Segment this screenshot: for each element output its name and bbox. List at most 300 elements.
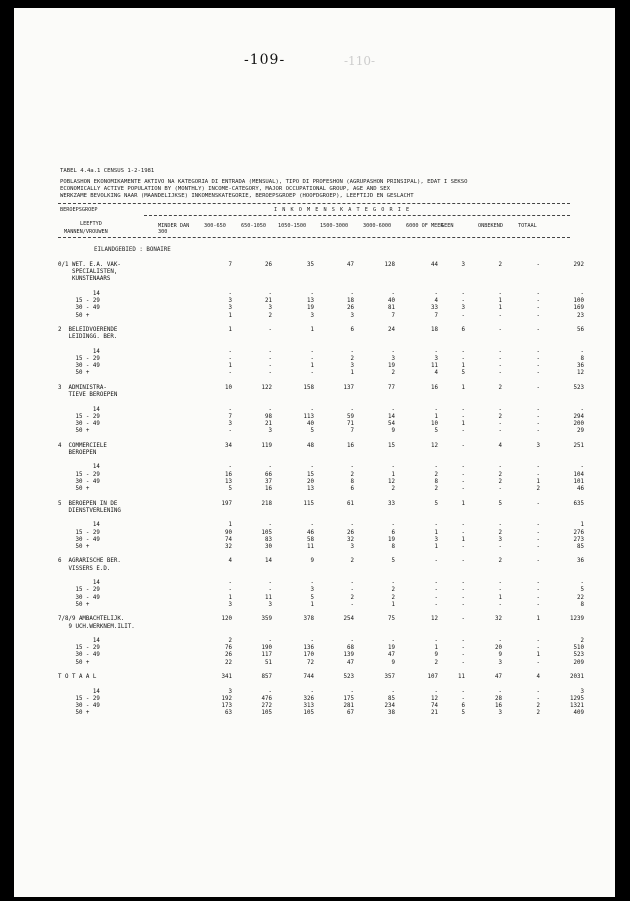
table-cell: 19: [307, 305, 314, 312]
table-cell: 6: [391, 529, 395, 536]
table-cell: 273: [573, 536, 584, 543]
table-cell: 15: [307, 471, 314, 478]
table-cell: 47: [388, 652, 395, 659]
table-cell: 9: [434, 652, 438, 659]
table-cell: 3: [434, 536, 438, 543]
table-row: [58, 500, 584, 508]
table-cell: 2: [391, 370, 395, 377]
table-cell: 1: [434, 529, 438, 536]
row-label: 15 - 29: [58, 471, 100, 478]
table-cell: 19: [388, 536, 395, 543]
table-cell: 3: [434, 355, 438, 362]
table-cell: -: [228, 370, 232, 377]
table-cell: 44: [431, 262, 438, 268]
row-label: 3 ADMINISTRA-: [58, 384, 107, 391]
table-cell: -: [498, 421, 502, 428]
table-cell: 7: [434, 312, 438, 319]
table-cell: -: [536, 355, 540, 362]
table-cell: 175: [343, 695, 354, 702]
table-cell: 2031: [570, 674, 584, 681]
table-cell: 46: [577, 486, 584, 493]
table-cell: -: [498, 587, 502, 594]
table-cell: 16: [495, 703, 502, 710]
table-row: [58, 392, 570, 399]
table-cell: 12: [431, 695, 438, 702]
row-label: SPECIALISTEN,: [58, 269, 118, 276]
table-cell: 1: [434, 645, 438, 652]
column-header: 300-650: [204, 223, 226, 229]
region-label: EILANDGEBIED : BONAIRE: [94, 247, 171, 253]
table-cell: 857: [261, 674, 272, 681]
table-cell: 48: [307, 442, 314, 449]
table-cell: 1: [350, 370, 354, 377]
table-cell: 128: [384, 262, 395, 268]
table-cell: 409: [573, 710, 584, 717]
table-cell: -: [498, 355, 502, 362]
table-cell: -: [268, 637, 272, 644]
table-cell: 5: [461, 370, 465, 377]
table-cell: -: [498, 688, 502, 695]
table-cell: -: [310, 580, 314, 587]
table-cell: 341: [221, 674, 232, 681]
table-cell: 2: [350, 558, 354, 565]
row-label: 30 - 49: [58, 536, 100, 543]
table-cell: 173: [221, 703, 232, 710]
table-cell: -: [350, 688, 354, 695]
row-label: 50 +: [58, 601, 90, 608]
table-cell: 2: [580, 637, 584, 644]
table-cell: 3: [498, 659, 502, 666]
table-cell: 2: [391, 594, 395, 601]
table-cell: 5: [580, 587, 584, 594]
table-cell: 26: [347, 529, 354, 536]
table-cell: -: [536, 428, 540, 435]
table-cell: -: [268, 348, 272, 355]
table-cell: 137: [343, 384, 354, 391]
table-cell: -: [310, 637, 314, 644]
table-cell: 5: [310, 428, 314, 435]
header-age-label: LEEFTYD: [80, 221, 102, 227]
table-cell: -: [498, 580, 502, 587]
table-cell: 33: [388, 500, 395, 507]
table-cell: 75: [388, 616, 395, 623]
table-cell: 8: [434, 478, 438, 485]
row-label: 15 - 29: [58, 645, 100, 652]
table-cell: 28: [495, 695, 502, 702]
table-cell: 119: [261, 442, 272, 449]
table-cell: 2: [536, 703, 540, 710]
table-cell: 12: [388, 478, 395, 485]
table-row: [58, 558, 584, 565]
table-cell: -: [268, 587, 272, 594]
table-cell: -: [461, 616, 465, 623]
column-header: 6000 OF MEER: [406, 223, 444, 229]
table-row: [58, 436, 570, 443]
table-cell: 9: [391, 428, 395, 435]
table-row: [58, 363, 584, 370]
table-cell: 276: [573, 529, 584, 536]
table-cell: -: [536, 384, 540, 391]
table-cell: 105: [303, 710, 314, 717]
row-label: 14: [58, 522, 100, 529]
table-cell: -: [434, 406, 438, 413]
table-cell: 523: [573, 652, 584, 659]
table-cell: 107: [427, 674, 438, 681]
table-cell: -: [498, 290, 502, 297]
table-cell: 32: [347, 536, 354, 543]
row-label: 14: [58, 464, 100, 471]
table-cell: -: [268, 370, 272, 377]
table-cell: -: [498, 601, 502, 608]
table-cell: -: [310, 290, 314, 297]
table-cell: 2: [498, 478, 502, 485]
table-cell: 192: [221, 695, 232, 702]
table-cell: -: [350, 587, 354, 594]
table-cell: -: [498, 428, 502, 435]
table-cell: 101: [573, 478, 584, 485]
table-cell: 11: [431, 363, 438, 370]
table-cell: 1239: [570, 616, 584, 623]
table-cell: 2: [498, 558, 502, 565]
table-cell: -: [536, 290, 540, 297]
table-cell: 3: [268, 428, 272, 435]
table-cell: -: [461, 659, 465, 666]
table-cell: -: [536, 601, 540, 608]
table-row: [58, 573, 570, 580]
table-cell: 3: [228, 601, 232, 608]
row-label: 15 - 29: [58, 413, 100, 420]
table-cell: 51: [265, 659, 272, 666]
table-cell: 67: [347, 710, 354, 717]
column-header: 1500-3000: [320, 223, 349, 229]
table-cell: -: [391, 688, 395, 695]
table-row: [58, 536, 584, 544]
table-cell: -: [461, 652, 465, 659]
table-cell: -: [498, 327, 502, 334]
table-cell: 2: [498, 471, 502, 478]
table-cell: -: [580, 580, 584, 587]
table-cell: -: [536, 688, 540, 695]
table-cell: 1: [536, 478, 540, 485]
table-cell: 2: [536, 710, 540, 717]
table-cell: 21: [265, 421, 272, 428]
table-row: [58, 522, 584, 529]
table-cell: 200: [573, 421, 584, 428]
table-cell: 2: [350, 594, 354, 601]
table-row: [58, 674, 584, 681]
table-cell: -: [461, 645, 465, 652]
table-cell: 83: [265, 536, 272, 543]
table-cell: 12: [431, 442, 438, 449]
row-label: 14: [58, 290, 100, 297]
table-cell: -: [580, 464, 584, 471]
table-cell: -: [434, 464, 438, 471]
table-cell: -: [536, 370, 540, 377]
table-cell: 56: [577, 327, 584, 334]
table-cell: 14: [388, 413, 395, 420]
column-header: TOTAAL: [518, 223, 537, 229]
table-cell: -: [350, 290, 354, 297]
row-label: T O T A A L: [58, 674, 97, 681]
table-cell: -: [461, 290, 465, 297]
table-cell: 36: [577, 558, 584, 565]
table-row: [58, 587, 584, 594]
table-cell: 1: [391, 471, 395, 478]
table-cell: 66: [265, 471, 272, 478]
table-cell: 357: [384, 674, 395, 681]
table-cell: -: [391, 464, 395, 471]
table-cell: 251: [573, 442, 584, 449]
row-label: 30 - 49: [58, 594, 100, 601]
table-row: [58, 348, 584, 356]
table-cell: 1: [461, 421, 465, 428]
table-cell: -: [268, 327, 272, 334]
row-label: 50 +: [58, 486, 90, 493]
table-row: [58, 450, 570, 457]
table-cell: -: [310, 522, 314, 529]
table-cell: -: [536, 363, 540, 370]
column-header: 1050-1500: [278, 223, 307, 229]
table-cell: 197: [221, 500, 232, 507]
table-cell: -: [536, 580, 540, 587]
row-label: 15 - 29: [58, 695, 100, 702]
table-cell: 5: [434, 428, 438, 435]
table-cell: 9: [498, 652, 502, 659]
table-cell: 2: [498, 413, 502, 420]
table-cell: 5: [434, 500, 438, 507]
table-cell: 9: [310, 558, 314, 565]
column-header: 3000-6000: [363, 223, 392, 229]
table-cell: -: [391, 637, 395, 644]
table-cell: 77: [388, 384, 395, 391]
table-cell: -: [498, 486, 502, 493]
table-cell: -: [268, 522, 272, 529]
table-cell: 3: [228, 421, 232, 428]
table-cell: 1: [536, 616, 540, 623]
table-cell: 12: [577, 370, 584, 377]
table-cell: 40: [388, 298, 395, 305]
table-cell: -: [498, 363, 502, 370]
table-cell: 1: [391, 601, 395, 608]
table-cell: 169: [573, 305, 584, 312]
row-label: 30 - 49: [58, 363, 100, 370]
table-cell: 3: [268, 601, 272, 608]
row-label: 14: [58, 637, 100, 644]
row-label: 2 BELEIDVOERENDE: [58, 327, 118, 334]
table-cell: 113: [303, 413, 314, 420]
table-row: [58, 645, 584, 652]
table-row: [58, 355, 584, 363]
table-cell: -: [350, 601, 354, 608]
table-cell: -: [310, 464, 314, 471]
table-cell: 71: [347, 421, 354, 428]
row-label: TIEVE BEROEPEN: [58, 392, 118, 399]
table-cell: 4: [536, 674, 540, 681]
table-subtitle-papiamentu: POBLASHON EKONOMIKAMENTE AKTIVO NA KATEGORIA DI ENTRADA (MENSUAL), TIPO DI PROFESHON (AGRUPASHON PRINSIPAL), EDAT I SEKSO: [60, 179, 468, 185]
table-cell: 63: [225, 710, 232, 717]
table-cell: 5: [310, 594, 314, 601]
row-label: 14: [58, 406, 100, 413]
table-cell: 1: [461, 363, 465, 370]
table-cell: 476: [261, 695, 272, 702]
table-cell: 136: [303, 645, 314, 652]
table-cell: 8: [580, 355, 584, 362]
table-cell: -: [461, 522, 465, 529]
table-cell: -: [434, 580, 438, 587]
column-header: 650-1050: [241, 223, 266, 229]
table-cell: 5: [461, 710, 465, 717]
table-row: [58, 298, 584, 305]
page-number: -109-: [244, 52, 286, 68]
table-cell: 1: [310, 327, 314, 334]
table-cell: 218: [261, 500, 272, 507]
table-cell: -: [498, 406, 502, 413]
table-cell: 3: [228, 305, 232, 312]
table-cell: -: [536, 298, 540, 305]
row-label: 30 - 49: [58, 703, 100, 710]
table-cell: 16: [265, 486, 272, 493]
table-cell: 117: [261, 652, 272, 659]
table-cell: 68: [347, 645, 354, 652]
row-label: 50 +: [58, 710, 90, 717]
table-cell: 24: [388, 327, 395, 334]
row-label: 14: [58, 348, 100, 355]
table-row: [58, 269, 570, 276]
table-cell: -: [350, 406, 354, 413]
table-cell: 1: [461, 384, 465, 391]
table-cell: 3: [536, 442, 540, 449]
table-cell: 8: [350, 478, 354, 485]
row-label: 15 - 29: [58, 298, 100, 305]
table-cell: 378: [303, 616, 314, 623]
table-cell: 294: [573, 413, 584, 420]
table-cell: 120: [221, 616, 232, 623]
table-cell: 4: [228, 558, 232, 565]
table-cell: -: [461, 529, 465, 536]
table-cell: -: [461, 486, 465, 493]
row-label: 6 AGRARISCHE BER.: [58, 558, 121, 565]
row-label: 50 +: [58, 370, 90, 377]
table-cell: 2: [498, 384, 502, 391]
table-cell: -: [536, 645, 540, 652]
table-row: [58, 428, 584, 435]
table-cell: -: [391, 290, 395, 297]
table-cell: 4: [498, 442, 502, 449]
column-header: ONBEKEND: [478, 223, 503, 229]
table-cell: -: [461, 348, 465, 355]
table-cell: -: [536, 348, 540, 355]
table-cell: 3: [461, 305, 465, 312]
table-cell: 26: [265, 262, 272, 268]
table-row: [58, 262, 584, 269]
table-row: [58, 312, 584, 320]
header-rule-bottom: [58, 237, 570, 238]
row-label: 50 +: [58, 312, 90, 319]
table-cell: 46: [307, 529, 314, 536]
table-cell: 85: [388, 695, 395, 702]
table-cell: -: [228, 580, 232, 587]
table-cell: 5: [228, 486, 232, 493]
table-row: [58, 637, 584, 645]
table-cell: -: [310, 355, 314, 362]
table-cell: 85: [577, 543, 584, 550]
row-label: LEIDINGG. BER.: [58, 334, 118, 341]
table-cell: 47: [347, 659, 354, 666]
table-cell: 3: [350, 312, 354, 319]
table-cell: 1: [461, 536, 465, 543]
table-cell: 30: [265, 543, 272, 550]
row-label: 9 UCH.WERKNEM.ILIT.: [58, 623, 135, 630]
table-subtitle-english: ECONOMICALLY ACTIVE POPULATION BY (MONTHLY) INCOME-CATEGORY, MAJOR OCCUPATIONAL GROUP, AGE AND SEX: [60, 186, 391, 192]
table-cell: -: [461, 464, 465, 471]
table-cell: 18: [431, 327, 438, 334]
table-cell: 6: [461, 327, 465, 334]
table-cell: 5: [391, 558, 395, 565]
table-cell: 2: [434, 486, 438, 493]
bleed-through-page-number: -110-: [344, 54, 376, 68]
table-cell: 11: [458, 674, 465, 681]
table-cell: -: [536, 327, 540, 334]
table-cell: 23: [577, 312, 584, 319]
table-cell: -: [268, 290, 272, 297]
table-cell: -: [461, 580, 465, 587]
table-cell: -: [536, 471, 540, 478]
table-cell: -: [228, 355, 232, 362]
table-cell: 7: [228, 262, 232, 268]
table-cell: 3: [350, 363, 354, 370]
table-cell: 2: [498, 529, 502, 536]
table-row: [58, 659, 584, 667]
table-cell: 16: [431, 384, 438, 391]
table-cell: 1: [580, 522, 584, 529]
table-cell: 74: [225, 536, 232, 543]
table-cell: 170: [303, 652, 314, 659]
table-cell: -: [434, 688, 438, 695]
header-group-label: BEROEPSGROEP: [60, 207, 98, 213]
table-cell: 6: [350, 486, 354, 493]
table-cell: 34: [225, 442, 232, 449]
table-cell: 21: [431, 710, 438, 717]
table-cell: 2: [391, 486, 395, 493]
table-cell: 9: [391, 659, 395, 666]
table-cell: -: [228, 428, 232, 435]
table-cell: 16: [347, 442, 354, 449]
table-row: [58, 320, 570, 327]
table-cell: -: [434, 290, 438, 297]
column-header: MINDER DAN 300: [158, 223, 190, 235]
table-cell: 26: [225, 652, 232, 659]
table-cell: 2: [391, 587, 395, 594]
table-cell: 1: [228, 522, 232, 529]
table-cell: 81: [388, 305, 395, 312]
table-cell: 20: [495, 645, 502, 652]
table-cell: 105: [261, 529, 272, 536]
table-cell: 234: [384, 703, 395, 710]
table-cell: 744: [303, 674, 314, 681]
table-cell: 635: [573, 500, 584, 507]
table-cell: 209: [573, 659, 584, 666]
table-cell: 61: [347, 500, 354, 507]
table-cell: 1295: [570, 695, 584, 702]
table-cell: -: [350, 464, 354, 471]
table-cell: -: [228, 406, 232, 413]
table-cell: -: [536, 536, 540, 543]
table-cell: 11: [307, 543, 314, 550]
table-cell: -: [310, 370, 314, 377]
table-row: [58, 406, 584, 414]
table-cell: 1: [228, 327, 232, 334]
table-cell: 1: [536, 652, 540, 659]
